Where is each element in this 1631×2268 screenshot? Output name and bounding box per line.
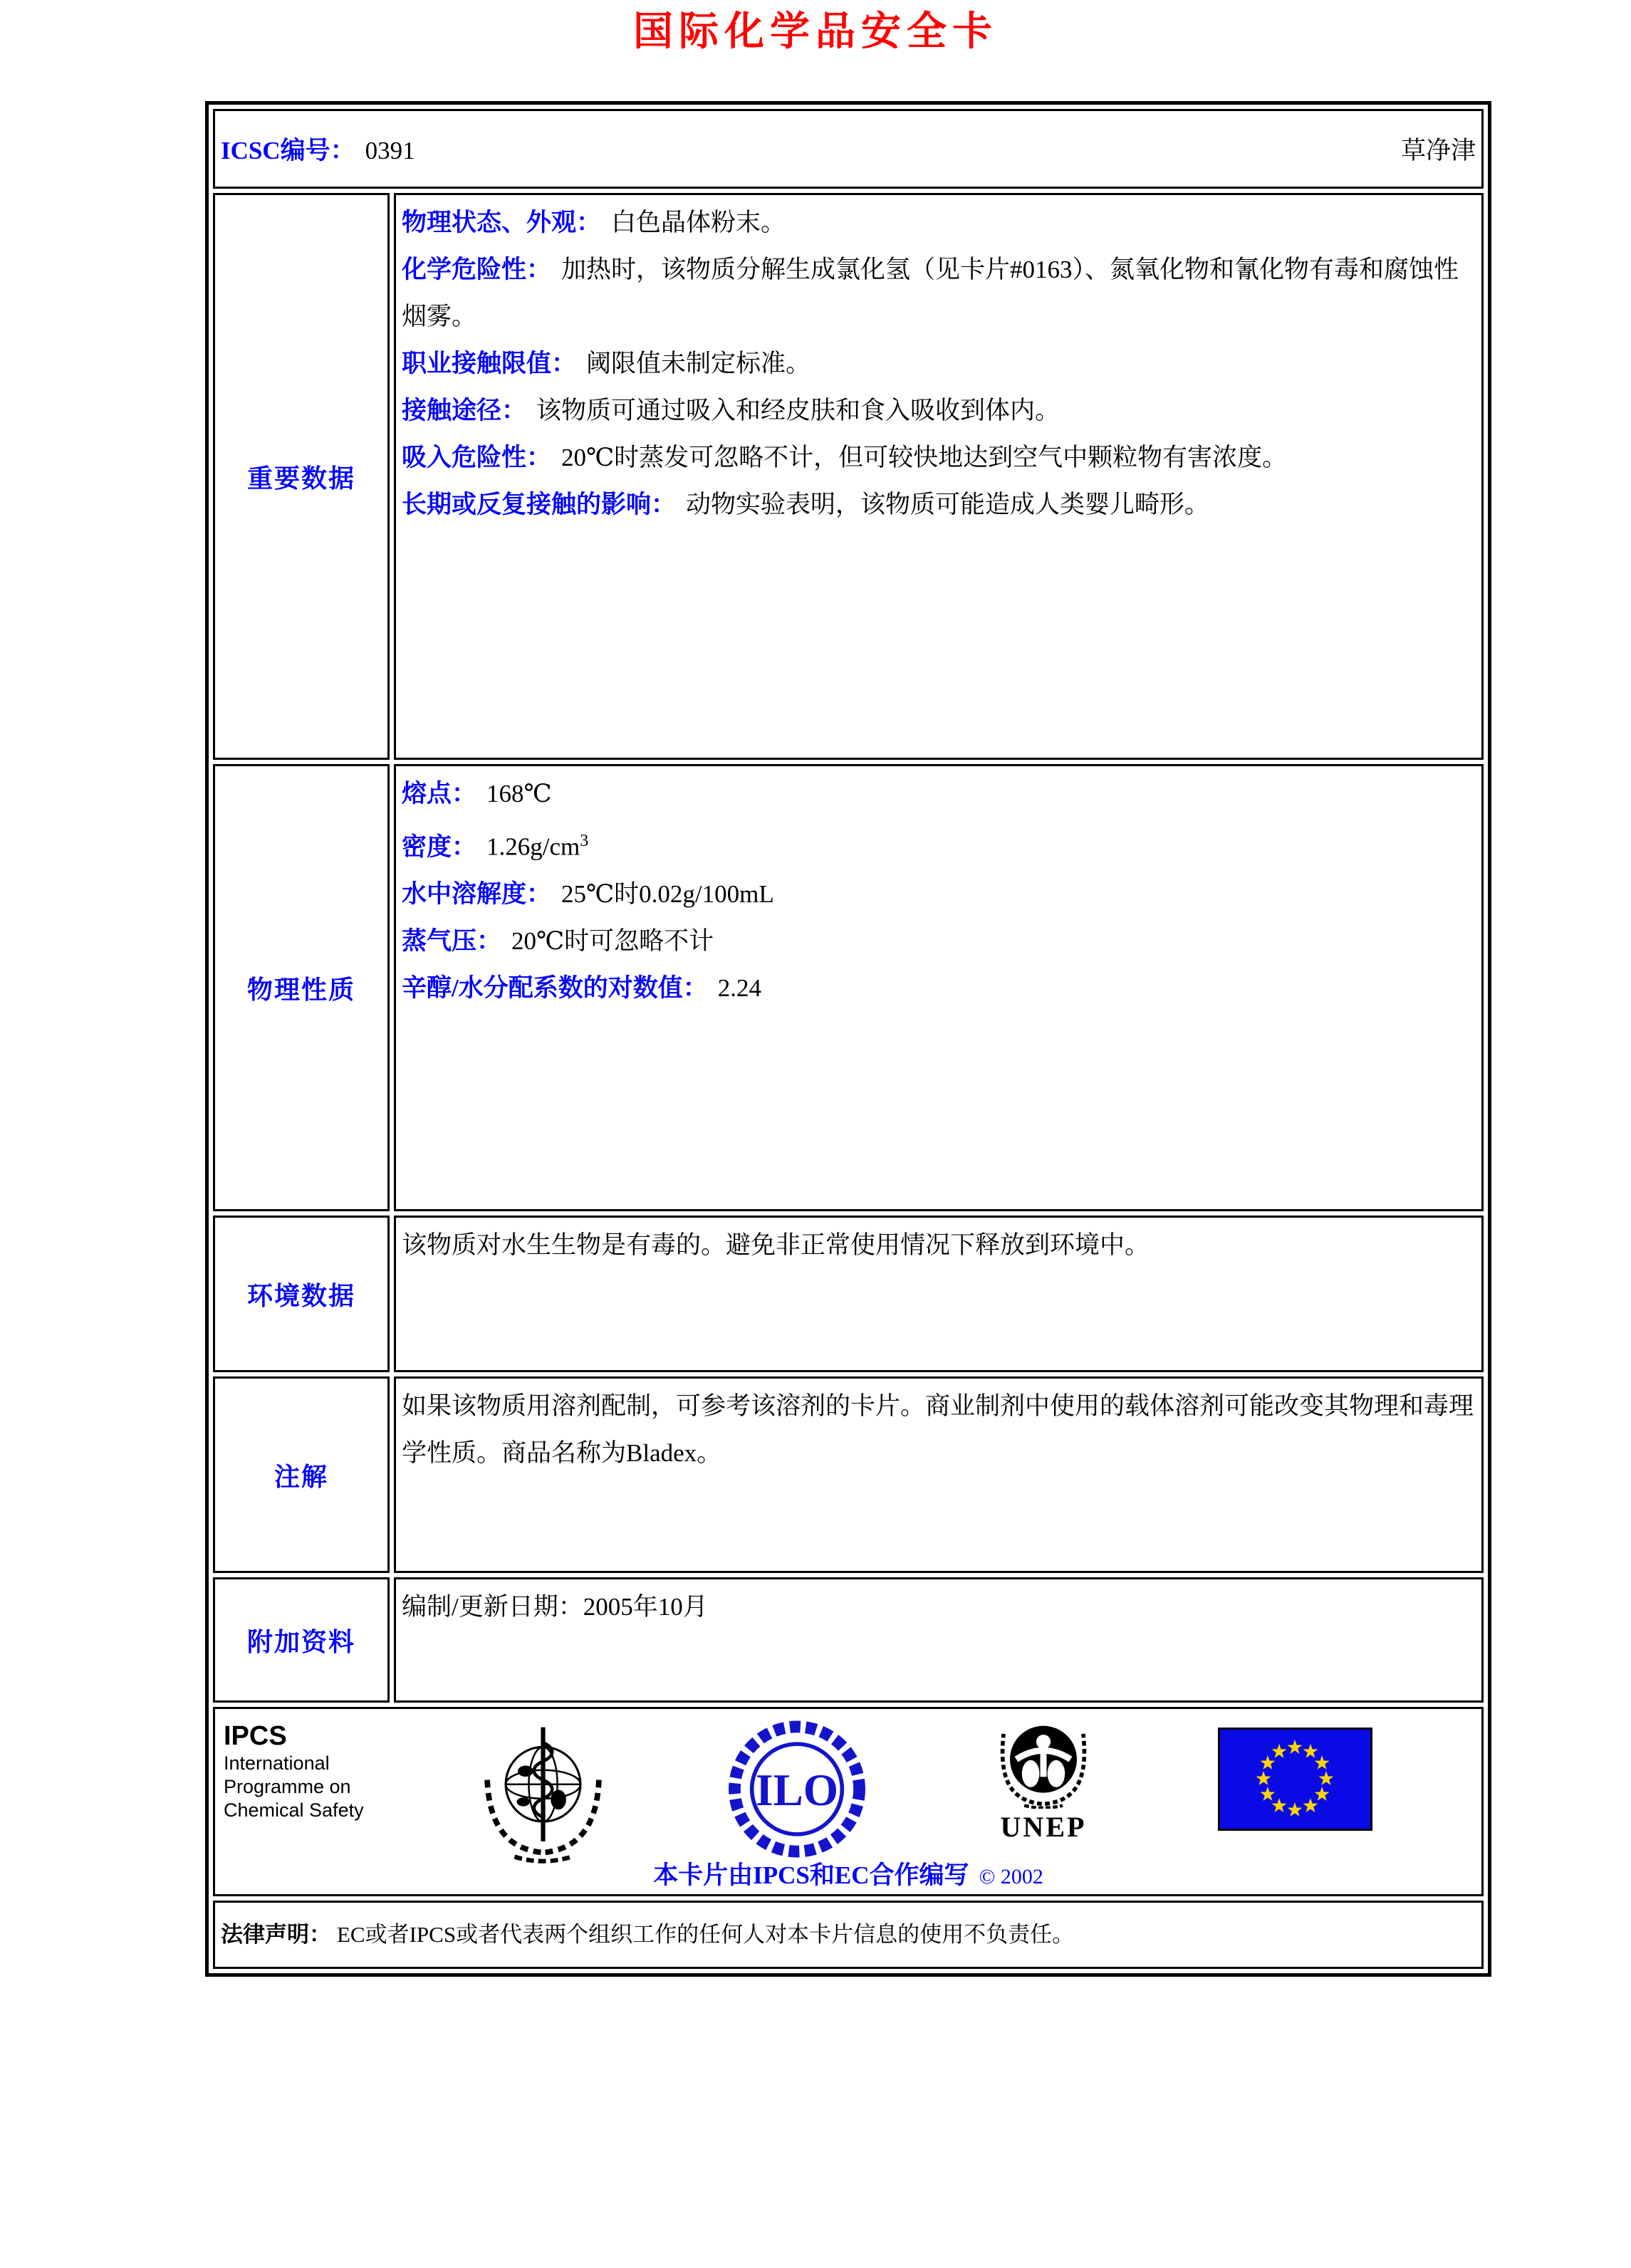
row-physical-properties <box>213 764 1484 1211</box>
section-label-physical-properties: 物理性质 <box>213 764 390 1211</box>
row-additional-info <box>213 1577 1484 1703</box>
logos-cell <box>213 1707 1484 1896</box>
ipcs-acronym: IPCS <box>224 1721 287 1751</box>
credit-line <box>215 1856 1481 1891</box>
chemical-name: 草净津 <box>1400 137 1476 164</box>
unep-logo-block <box>969 1715 1118 1842</box>
row-logos <box>213 1707 1484 1896</box>
svg-text:ILO: ILO <box>755 1765 839 1815</box>
field-melting-point: 熔点： 168℃ <box>402 780 552 808</box>
section-label-important-data: 重要数据 <box>213 193 390 760</box>
copyright-text: © 2002 <box>979 1865 1043 1888</box>
field-vapor-pressure: 蒸气压： 20℃时可忽略不计 <box>402 926 714 955</box>
icsc-number-field <box>221 131 415 167</box>
field-update-date: 编制/更新日期：2005年10月 <box>402 1593 708 1621</box>
page-title: 国际化学品安全卡 <box>633 8 998 55</box>
eu-flag-icon <box>1218 1728 1372 1831</box>
row-important-data <box>213 193 1484 760</box>
section-content-physical-properties <box>394 764 1484 1211</box>
row-legal <box>213 1901 1484 1969</box>
row-environmental-data <box>213 1216 1484 1372</box>
field-partition-coefficient: 辛醇/水分配系数的对数值： 2.24 <box>402 973 761 1002</box>
field-occupational-limit: 职业接触限值： 阈限值未制定标准。 <box>402 350 811 377</box>
legal-label: 法律声明： <box>221 1922 331 1947</box>
field-density: 密度： $1.26g/cm^3$ <box>402 832 589 861</box>
credit-text: 本卡片由IPCS和EC合作编写 <box>653 1861 969 1889</box>
ilo-logo-icon <box>722 1716 872 1862</box>
environmental-text: 该物质对水生生物是有毒的。避免非正常使用情况下释放到环境中。 <box>402 1231 1150 1259</box>
ipcs-text-block: IPCS International Programme on Chemical Safety <box>224 1721 364 1821</box>
field-water-solubility: 水中溶解度： 25℃时0.02g/100mL <box>402 879 774 908</box>
field-physical-state: 物理状态、外观： 白色晶体粉末。 <box>402 209 786 236</box>
header-cell <box>213 109 1484 189</box>
field-inhalation-risk: 吸入危险性： 20℃时蒸发可忽略不计，但可较快地达到空气中颗粒物有害浓度。 <box>402 444 1288 471</box>
section-content-environmental-data <box>394 1216 1484 1372</box>
legal-text: EC或者IPCS或者代表两个组织工作的任何人对本卡片信息的使用不负责任。 <box>337 1922 1075 1947</box>
section-label-environmental-data: 环境数据 <box>213 1216 390 1372</box>
section-content-additional-info <box>394 1577 1484 1703</box>
section-label-notes: 注解 <box>213 1376 390 1573</box>
icsc-number-label: ICSC编号： <box>221 137 355 164</box>
header-row <box>213 109 1484 189</box>
section-label-additional-info: 附加资料 <box>213 1577 390 1703</box>
who-logo-icon <box>477 1713 609 1869</box>
field-chemical-danger: 化学危险性： 加热时，该物质分解生成氯化氢（见卡片#0163）、氮氧化物和氰化物有毒和腐蚀性烟雾。 <box>402 256 1459 330</box>
notes-text: 如果该物质用溶剂配制，可参考该溶剂的卡片。商业制剂中使用的载体溶剂可能改变其物理和毒理学性质。商品名称为Bladex。 <box>402 1392 1474 1467</box>
field-exposure-routes: 接触途径： 该物质可通过吸入和经皮肤和食入吸收到体内。 <box>402 397 1061 424</box>
field-longterm-effects: 长期或反复接触的影响： 动物实验表明，该物质可能造成人类婴儿畸形。 <box>402 491 1210 518</box>
legal-cell <box>213 1901 1484 1969</box>
icsc-number-value: 0391 <box>365 137 415 164</box>
unep-logo-icon <box>979 1715 1108 1809</box>
section-content-notes <box>394 1376 1484 1573</box>
row-notes <box>213 1376 1484 1573</box>
safety-card-table <box>205 101 1491 1977</box>
unep-logo-text: UNEP <box>1000 1811 1087 1843</box>
section-content-important-data <box>394 193 1484 760</box>
